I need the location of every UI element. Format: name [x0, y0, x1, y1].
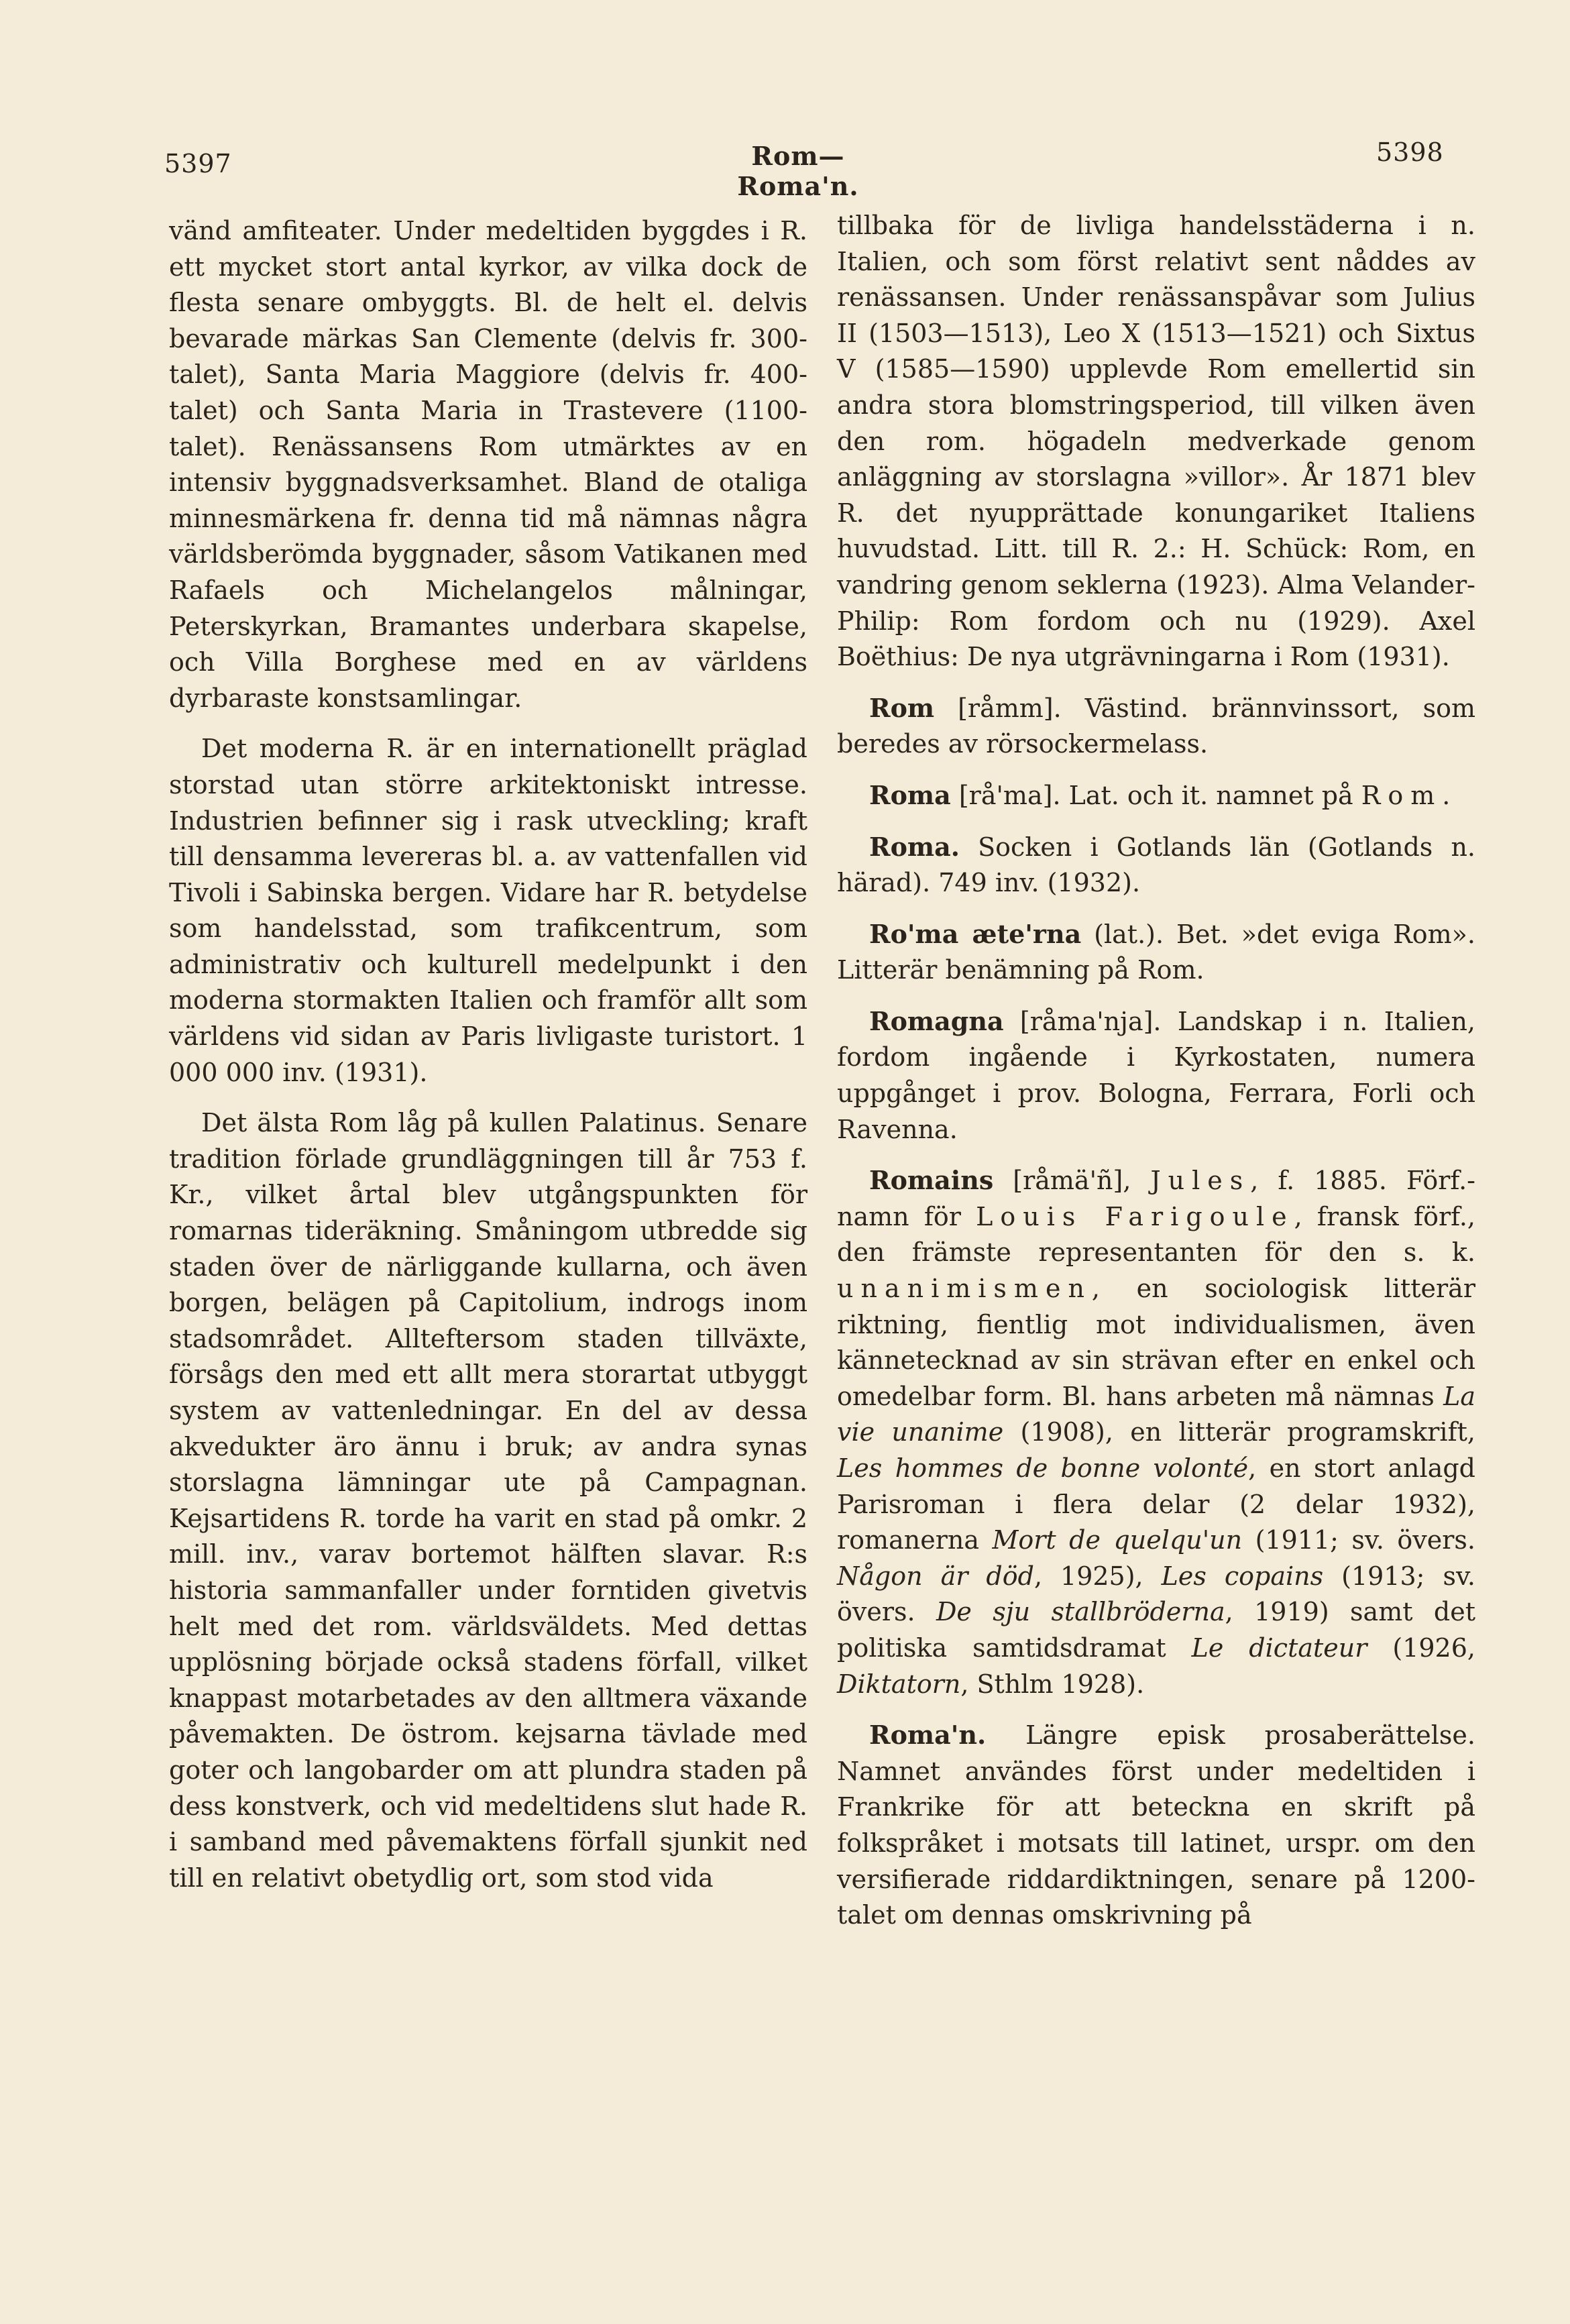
entry-roma-aeterna [837, 916, 1475, 989]
right-column [837, 208, 1475, 1934]
paragraph: Det älsta Rom låg på kullen Palatinus. Senare tradition förlade grundläggningen till år 753 f. Kr., vilket årtal blev utgångspunkten för romarnas tideräkning. Småningom utbredde sig staden över de närliggande kullarna, och även borgen, belägen på Capitolium, indrogs inom stadsområdet. Allteftersom staden tillväxte, försågs den med ett allt mera storartat utbyggt system av vattenledningar. En del av dessa akvedukter äro ännu i bruk; av andra synas storslagna lämningar ute på Campagnan. Kejsartidens R. torde ha varit en stad på omkr. 2 mill. inv., varav bortemot hälften slavar. R:s historia sammanfaller under forntiden givetvis helt med det rom. världsväldets. Med dettas upplösning började också stadens förfall, vilket knappast motarbetades av den alltmera växande påvemakten. De östrom. kejsarna tävlade med goter och langobarder om att plundra staden på dess konstverk, och vid medeltidens slut hade R. i samband med påvemaktens förfall sjunkit ned till en relativt obetydlig ort, som stod vida [169, 1108, 807, 1893]
page-number-left: 5397 [164, 149, 232, 178]
spaced-text: Rom [1361, 780, 1443, 810]
entry-roma-socken [837, 829, 1475, 901]
entry-romagna [837, 1003, 1475, 1148]
headword: Roma [869, 779, 951, 810]
paragraph: tillbaka för de livliga handelsstäderna i n. Italien, och som först relativt sent nåddes av renässansen. Under renässanspåvar som Julius II (1503—1513), Leo X (1513—1521) och Sixtus V (1585—1590) upplevde Rom emellertid sin andra stora blomstringsperiod, till vilken även den rom. högadeln medverkade genom anläggning av storslagna »villor». År 1871 blev R. det nyupprättade konungariket Italiens huvudstad. Litt. till R. 2.: H. Schück: Rom, en vandring genom seklerna (1923). Alma Velander-Philip: Rom fordom och nu (1929). Axel Boëthius: De nya utgrävningarna i Rom (1931). [837, 211, 1475, 672]
paragraph: vänd amfiteater. Under medeltiden byggdes i R. ett mycket stort antal kyrkor, av vilka dock de flesta senare ombyggts. Bl. de helt el. delvis bevarade märkas San Clemente (delvis fr. 300-talet), Santa Maria Maggiore (delvis fr. 400-talet) och Santa Maria in Trastevere (1100-talet). Renässansens Rom utmärktes av en intensiv byggnadsverksamhet. Bland de otaliga minnesmärkena fr. denna tid må nämnas några världsberömda byggnader, såsom Vatikanen med Rafaels och Michelangelos målningar, Peterskyrkan, Bramantes underbara skapelse, och Villa Borghese med en av världens dyrbaraste konstsamlingar. [169, 216, 807, 713]
headword: Rom [869, 692, 935, 723]
work-title: Les hommes de bonne volonté [837, 1453, 1249, 1483]
work-title: De sju stallbröderna [936, 1597, 1225, 1627]
spaced-text: Jules [1150, 1166, 1251, 1196]
entry-text: [rå'ma]. Lat. och it. namnet på [950, 780, 1361, 810]
entry-text: , en stort anlagd Parisroman i flera delar (2 delar 1932), romanerna [837, 1453, 1475, 1555]
entry-text: [råma'nja]. Landskap i n. Italien, fordom ingående i Kyrkostaten, numera uppgånget i prov. Bologna, Ferrara, Forli och Ravenna. [837, 1006, 1475, 1144]
work-title: Les copains [1161, 1561, 1324, 1591]
entry-text: (1908), en litterär programskrift, [1003, 1417, 1475, 1447]
headword: Roma'n. [869, 1720, 987, 1751]
headword: Romagna [869, 1005, 1004, 1036]
entry-text: (1926, [1367, 1633, 1475, 1663]
work-title: Diktatorn [837, 1669, 961, 1699]
entry-text: , f. 1885. Förf.-namn för [837, 1166, 1475, 1231]
headword: Roma. [869, 831, 960, 862]
entry-text: . [1442, 780, 1451, 810]
spaced-text: Louis Farigoule [976, 1201, 1294, 1231]
entry-text: , fransk förf., den främste representanten för den s. k. [837, 1201, 1475, 1268]
work-title: Någon är död [837, 1561, 1034, 1591]
entry-text: [råmä'ñ], [993, 1166, 1151, 1196]
work-title: Le dictateur [1191, 1633, 1367, 1663]
entry-text: , Sthlm 1928). [960, 1669, 1145, 1699]
paragraph: Det moderna R. är en internationellt präglad storstad utan större arkitektoniskt intresse. Industrien befinner sig i rask utveckling; kraft till densamma levereras bl. a. av vattenfallen vid Tivoli i Sabinska bergen. Vidare har R. betydelse som handelsstad, som trafikcentrum, som administrativ och kulturell medelpunkt i den moderna stormakten Italien och framför allt som världens vid sidan av Paris livligaste turistort. 1 000 000 inv. (1931). [169, 734, 807, 1087]
headword: Ro'ma æte'rna [869, 918, 1082, 949]
spaced-text: unanimismen [837, 1274, 1092, 1304]
entry-text: (1913; sv. övers. [837, 1561, 1475, 1627]
entry-roma [837, 777, 1475, 814]
entry-roman [837, 1717, 1475, 1934]
left-column [169, 213, 807, 1896]
entry-text: (1911; sv. övers. [1242, 1525, 1475, 1555]
entry-text: Socken i Gotlands län (Gotlands n. härad). 749 inv. (1932). [837, 832, 1475, 898]
work-title: La vie unanime [837, 1381, 1475, 1447]
entry-text: [råmm]. Västind. brännvinssort, som beredes av rörsockermelass. [837, 693, 1475, 759]
work-title: Mort de quelqu'un [992, 1525, 1243, 1555]
entry-text: (lat.). Bet. »det eviga Rom». Litterär benämning på Rom. [837, 919, 1475, 985]
entry-romains [837, 1162, 1475, 1702]
entry-text: Längre episk prosaberättelse. Namnet användes först under medeltiden i Frankrike för att beteckna en skrift på folkspråket i motsats till latinet, urspr. om den versifierade riddardiktningen, senare på 1200-talet om dennas omskrivning på [837, 1720, 1475, 1930]
headword: Romains [869, 1165, 994, 1196]
entry-text: , 1925), [1033, 1561, 1162, 1591]
running-head: Rom—Roma'n. [737, 141, 859, 201]
entry-text: , en sociologisk litterär riktning, fientlig mot individualismen, även kännetecknad av sin strävan efter en enkel och omedelbar form. Bl. hans arbeten må nämnas [837, 1274, 1475, 1411]
entry-rom [837, 690, 1475, 763]
entry-text: , 1919) samt det politiska samtidsdramat [837, 1597, 1475, 1663]
page-number-right: 5398 [1376, 137, 1444, 167]
